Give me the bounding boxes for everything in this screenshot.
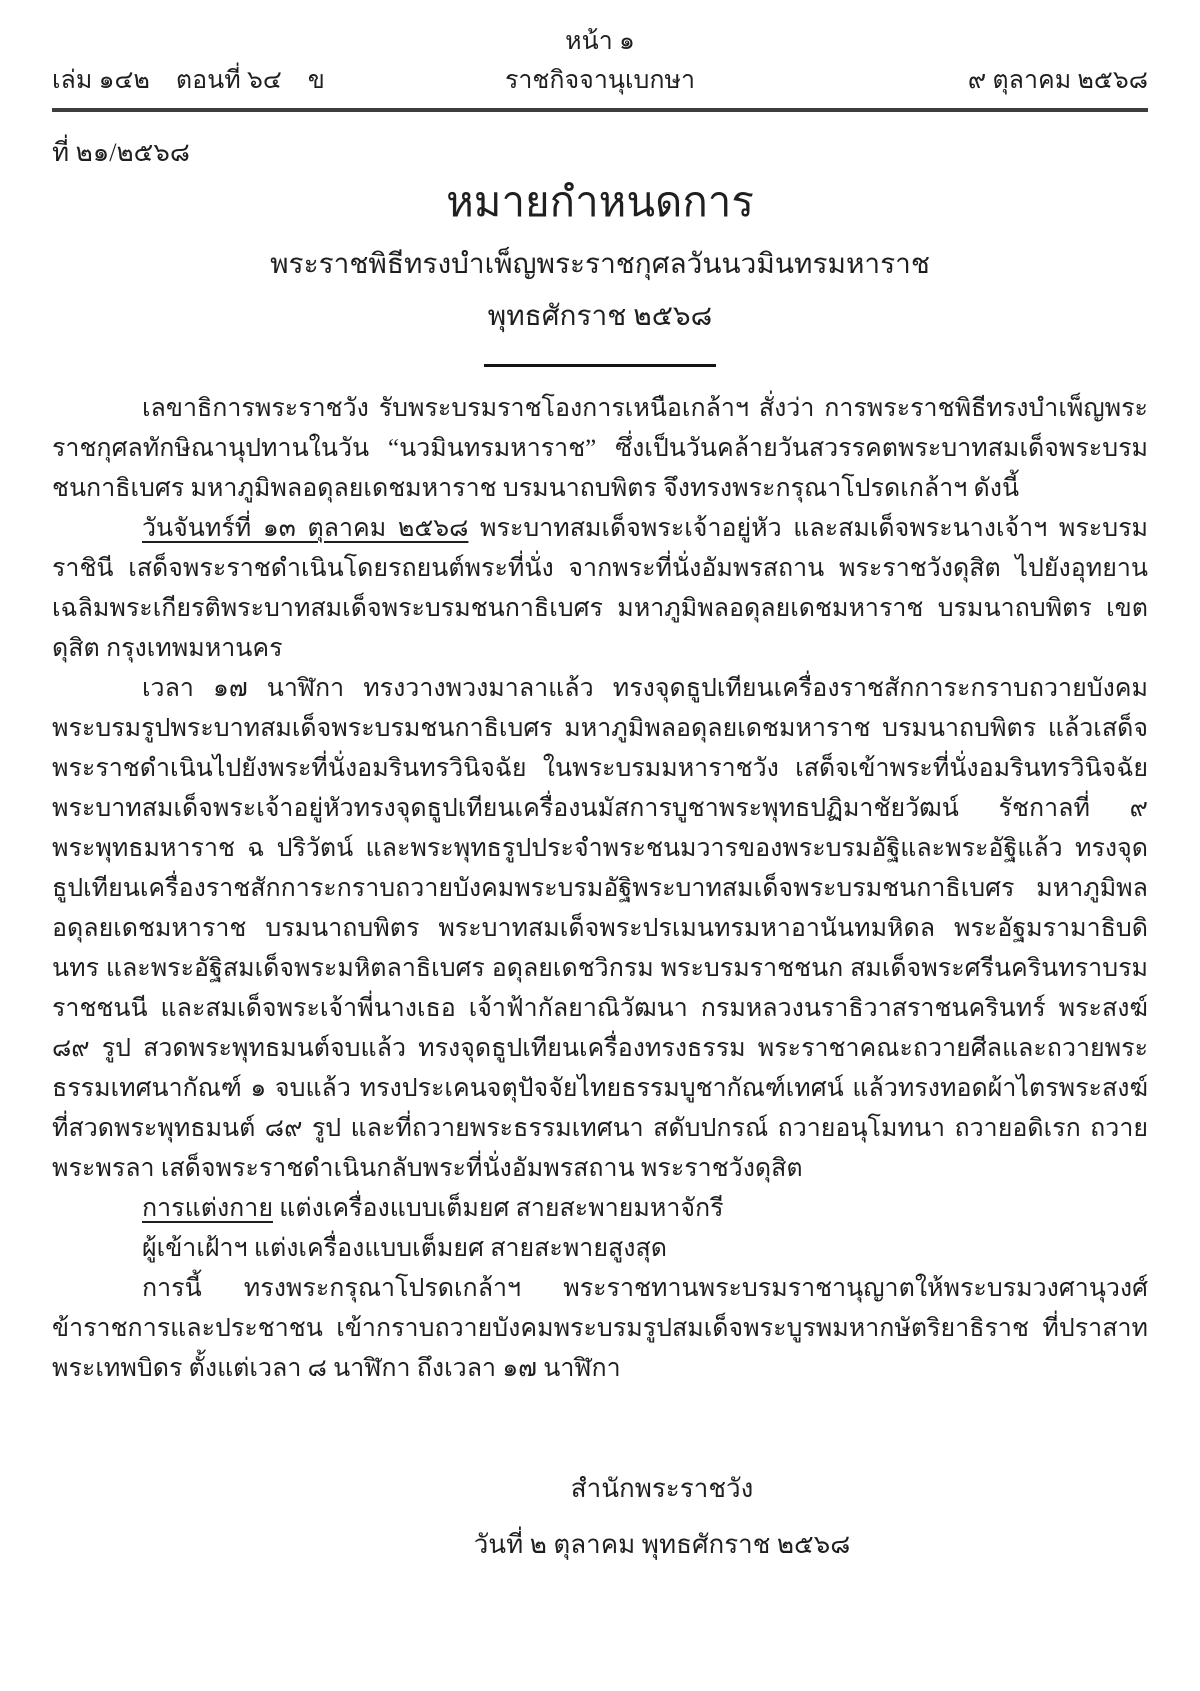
- document-body: [52, 389, 1148, 1389]
- paragraph-public-homage: [52, 1269, 1148, 1389]
- paragraph-dress-code: [52, 1189, 1148, 1229]
- gazette-masthead: [52, 64, 1148, 98]
- document-subtitle: พระราชพิธีทรงบำเพ็ญพระราชกุศลวันนวมินทรมหาราช: [270, 249, 930, 280]
- paragraph-lead-dress-code: การแต่งกาย: [142, 1195, 273, 1222]
- paragraph-preamble: [52, 389, 1148, 509]
- paragraph-text: เลขาธิการพระราชวัง รับพระบรมราชโองการเหนือเกล้าฯ สั่งว่า การพระราชพิธีทรงบำเพ็ญพระราชกุศลทักษิณานุปทานในวัน “นวมินทรมหาราช” ซึ่งเป็นวันคล้ายวันสวรรคตพระบาทสมเด็จพระบรมชนกาธิเบศร มหาภูมิพลอดุลยเดชมหาราช บรมนาถบพิตร จึงทรงพระกรุณาโปรดเกล้าฯ ดังนี้: [52, 395, 1148, 502]
- document-title: หมายกำหนดการ: [446, 180, 754, 226]
- signoff-block: [114, 1461, 1200, 1573]
- issue-label: ตอนที่ ๖๔: [175, 67, 282, 94]
- document-era: พุทธศักราช ๒๕๖๘: [487, 301, 713, 332]
- paragraph-text: แต่งเครื่องแบบเต็มยศ สายสะพายมหาจักรี: [272, 1195, 724, 1222]
- gazette-date: ๙ ตุลาคม ๒๕๖๘: [967, 67, 1148, 94]
- document-number: ที่ ๒๑/๒๕๖๘: [52, 138, 190, 167]
- volume-label: เล่ม ๑๔๒: [52, 67, 150, 94]
- signoff-date: วันที่ ๒ ตุลาคม พุทธศักราช ๒๕๖๘: [473, 1530, 851, 1559]
- section-divider: [484, 364, 716, 367]
- paragraph-text: เวลา ๑๗ นาฬิกา ทรงวางพวงมาลาแล้ว ทรงจุดธูปเทียนเครื่องราชสักการะกราบถวายบังคมพระบรมรูปพระบาทสมเด็จพระบรมชนกาธิเบศร มหาภูมิพลอดุลยเดชมหาราช บรมนาถบพิตร แล้วเสด็จพระราชดำเนินไปยังพระที่นั่งอมรินทรวินิจฉัย ในพระบรมมหาราชวัง เสด็จเข้าพระที่นั่งอมรินทรวินิจฉัย พระบาทสมเด็จพระเจ้าอยู่หัวทรงจุดธูปเทียนเครื่องนมัสการบูชาพระพุทธปฏิมาชัยวัฒน์ รัชกาลที่ ๙ พระพุทธมหาราช ฉ ปริวัตน์ และพระพุทธรูปประจำพระชนมวารของพระบรมอัฐิและพระอัฐิแล้ว ทรงจุดธูปเทียนเครื่องราชสักการะกราบถวายบังคมพระบรมอัฐิพระบาทสมเด็จพระบรมชนกาธิเบศร มหาภูมิพลอดุลยเดชมหาราช บรมนาถบพิตร พระบาทสมเด็จพระปรเมนทรมหาอานันทมหิดล พระอัฐมรามาธิบดินทร และพระอัฐิสมเด็จพระมหิตลาธิเบศร อดุลยเดชวิกรม พระบรมราชชนก สมเด็จพระศรีนครินทราบรมราชชนนี และสมเด็จพระเจ้าพี่นางเธอ เจ้าฟ้ากัลยาณิวัฒนา กรมหลวงนราธิวาสราชนครินทร์ พระสงฆ์ ๘๙ รูป สวดพระพุทธมนต์จบแล้ว ทรงจุดธูปเทียนเครื่องทรงธรรม พระราชาคณะถวายศีลและถวายพระธรรมเทศนากัณฑ์ ๑ จบแล้ว ทรงประเคนจตุปัจจัยไทยธรรมบูชากัณฑ์เทศน์ แล้วทรงทอดผ้าไตรพระสงฆ์ที่สวดพระพุทธมนต์ ๘๙ รูป และที่ถวายพระธรรมเทศนา สดับปกรณ์ ถวายอนุโมทนา ถวายอดิเรก ถวายพระพรลา เสด็จพระราชดำเนินกลับพระที่นั่งอัมพรสถาน พระราชวังดุสิต: [52, 675, 1148, 1182]
- gazette-name: ราชกิจจานุเบกษา: [504, 67, 696, 94]
- section-label: ข: [307, 67, 325, 94]
- paragraph-attendees-dress: [52, 1229, 1148, 1269]
- volume-issue-group: [52, 64, 505, 98]
- paragraph-text: การนี้ ทรงพระกรุณาโปรดเกล้าฯ พระราชทานพระบรมราชานุญาตให้พระบรมวงศานุวงศ์ ข้าราชการและประชาชน เข้ากราบถวายบังคมพระบรมรูปสมเด็จพระบูรพมหากษัตริยาธิราช ที่ปราสาทพระเทพบิดร ตั้งแต่เวลา ๘ นาฬิกา ถึงเวลา ๑๗ นาฬิกา: [52, 1275, 1148, 1382]
- paragraph-lead-date: วันจันทร์ที่ ๑๓ ตุลาคม ๒๕๖๘: [142, 515, 469, 542]
- page-number-label: หน้า ๑: [565, 28, 635, 55]
- header-rule: [52, 108, 1148, 112]
- signoff-office: สำนักพระราชวัง: [570, 1474, 754, 1503]
- paragraph-schedule-date: [52, 509, 1148, 669]
- paragraph-ceremony-detail: [52, 669, 1148, 1189]
- paragraph-text: พระบาทสมเด็จพระเจ้าอยู่หัว และสมเด็จพระนางเจ้าฯ พระบรมราชินี เสด็จพระราชดำเนินโดยรถยนต์พระที่นั่ง จากพระที่นั่งอัมพรสถาน พระราชวังดุสิต ไปยังอุทยานเฉลิมพระเกียรติพระบาทสมเด็จพระบรมชนกาธิเบศร มหาภูมิพลอดุลยเดชมหาราช บรมนาถบพิตร เขตดุสิต กรุงเทพมหานคร: [52, 515, 1148, 662]
- paragraph-text: ผู้เข้าเฝ้าฯ แต่งเครื่องแบบเต็มยศ สายสะพายสูงสุด: [142, 1235, 667, 1262]
